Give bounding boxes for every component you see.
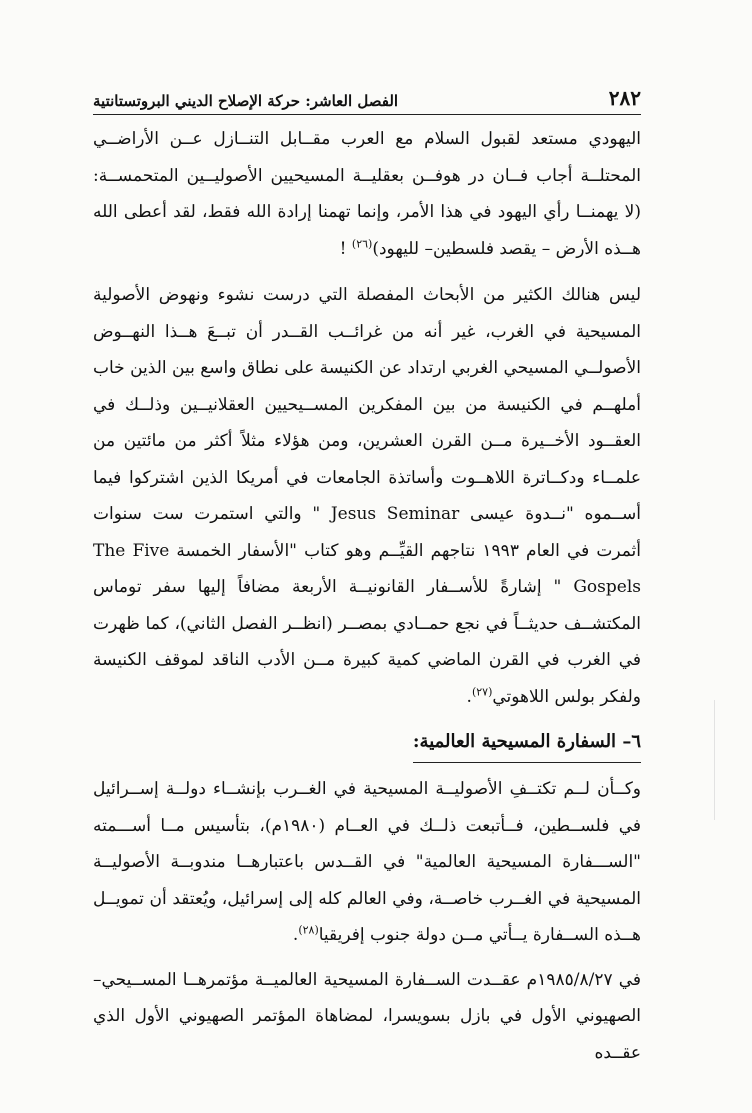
paragraph-4-text: في ١٩٨٥/٨/٢٧م عقــدت الســفارة المسيحية العالميــة مؤتمرهــا المســيحي– الصهيوني الأول في بازل بسويسرا، لمضاهاة المؤتمر الصهيوني الأول الذي عقــده bbox=[93, 969, 642, 1063]
paragraph-1-text: اليهودي مستعد لقبول السلام مع العرب مقــابل التنــازل عــن الأراضــي المحتلــة أجاب فــان در هوفــن بعقليــة المسيحيين الأصوليــين المتحمســة: (لا يهمنــا رأي اليهود في هذا الأمر، وإنما تهمنا إرادة الله فقط، لقد أعطى الله هــذه الأرض – يقصد فلسطين– لليهود) bbox=[93, 129, 641, 259]
paragraph-1 bbox=[93, 121, 641, 267]
paragraph-2-tail: . bbox=[466, 686, 472, 707]
section-heading: ٦– السفارة المسيحية العالمية: bbox=[413, 725, 641, 763]
footnote-ref-27: (٢٧) bbox=[471, 684, 493, 698]
paragraph-3-tail: . bbox=[292, 925, 299, 945]
page-number: ٢٨٢ bbox=[608, 86, 641, 110]
chapter-title: الفصل العاشر: حركة الإصلاح الديني البروتستانتية bbox=[93, 92, 399, 110]
footnote-ref-26: (٢٦) bbox=[351, 236, 373, 250]
book-page bbox=[93, 78, 641, 1071]
paragraph-3-text: وكــأن لــم تكتــفِ الأصوليــة المسيحية في الغــرب بإنشــاء دولــة إســرائيل في فلســطين، فــأتبعت ذلــك في العــام (١٩٨٠م)، بتأسيس مــا أســـمته "الســـفارة المسيحية العالمية" في القــدس باعتبارهــا مندوبــة الأصوليــة المسيحية في الغــرب خاصــة، وفي العالم كله إلى إسرائيل، ويُعتقد أن تمويــل هــذه الســفارة يــأتي مــن دولة جنوب إفريقيا bbox=[93, 779, 641, 945]
paragraph-2 bbox=[93, 277, 641, 715]
paragraph-2-text: ليس هنالك الكثير من الأبحاث المفصلة التي درست نشوء ونهوض الأصولية المسيحية في الغرب، غير أنه من غرائــب القــدر أن تبــعَ هــذا النهــوض الأصولــي المسيحي الغربي ارتداد عن الكنيسة على نطاق واسع بين الذين خاب أملهــم في الكنيسة من بين المفكرين المســيحيين العقلانيــين وذلــك في العقــود الأخــيرة مــن القرن العشرين، ومن هؤلاء مثلاً أكثر من مائتين من علمــاء ودكــاترة اللاهــوت وأساتذة الجامعات في أمريكا الذين اشتركوا فيما أســموه "نــدوة عيسى Jesus Seminar " والتي استمرت ست سنوات أثمرت في العام ١٩٩٣ نتاجهم القيِّــم وهو كتاب "الأسفار الخمسة The Five Gospels " إشارةً للأســفار القانونيــة الأربعة مضافاً إليها سفر توماس المكتشــف حديثــاً في نجع حمــادي بمصــر (انظــر الفصل الثاني)، كما ظهرت في الغرب في القرن الماضي كمية كبيرة مــن الأدب الناقد لموقف الكنيسة ولفكر بولس اللاهوتي bbox=[93, 285, 642, 707]
footnote-ref-28: (٢٨) bbox=[298, 923, 319, 937]
paragraph-1-tail: ! bbox=[339, 238, 352, 259]
paragraph-3 bbox=[93, 771, 641, 954]
paragraph-4 bbox=[93, 962, 641, 1072]
page-edge-mark bbox=[714, 700, 715, 820]
running-header bbox=[93, 78, 641, 115]
